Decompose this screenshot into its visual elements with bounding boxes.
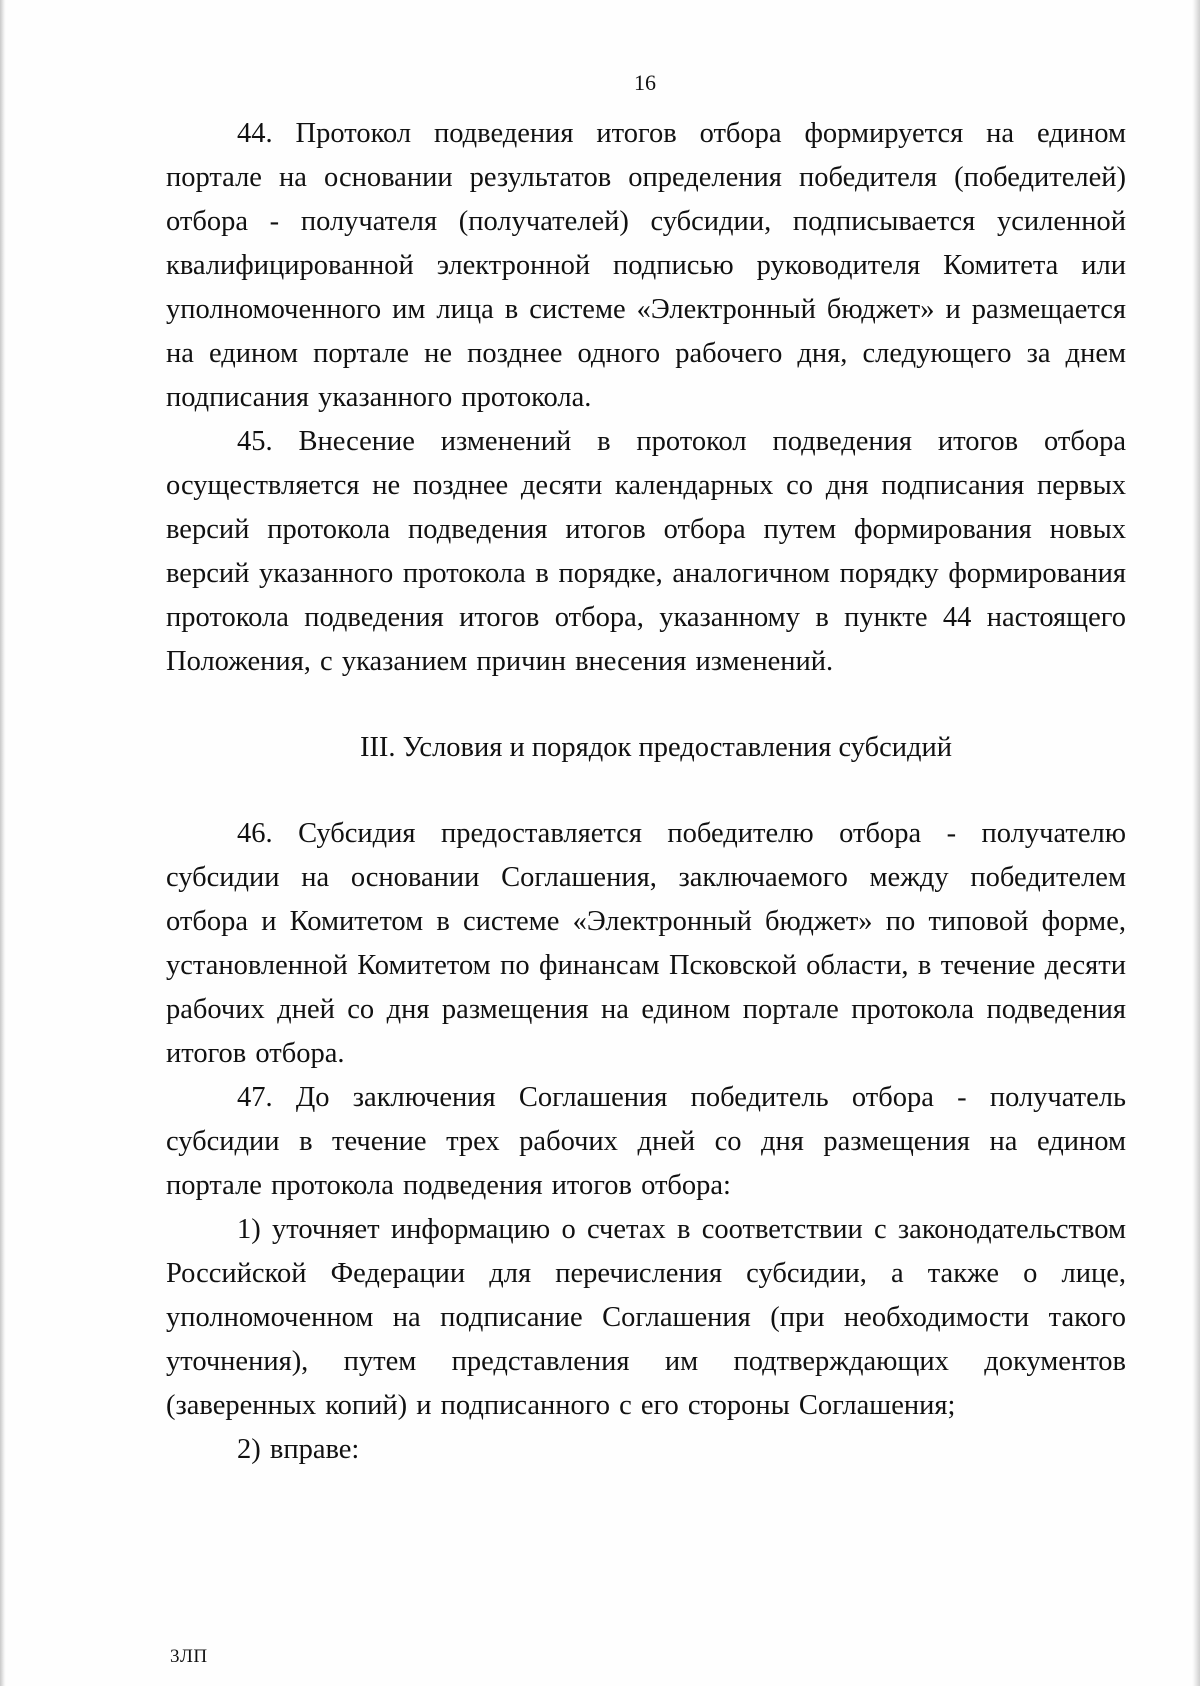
section-heading: III. Условия и порядок предоставления субсидий bbox=[359, 732, 953, 763]
list-item-1: 1) уточняет информацию о счетах в соответствии с законодательством Российской Федерации для перечисления субсидии, а также о лице, уполномоченном на подписание Соглашения (при необходимости такого уточнения), путем представления им подтверждающих документов (заверенных копий) и подписанного с его стороны Соглашения; bbox=[166, 1214, 1126, 1421]
scan-edge-left bbox=[0, 0, 6, 1686]
paragraph-45: 45. Внесение изменений в протокол подведения итогов отбора осуществляется не позднее десяти календарных со дня подписания первых версий протокола подведения итогов отбора путем формирования новых версий указанного протокола в порядке, аналогичном порядку формирования протокола подведения итогов отбора, указанному в пункте 44 настоящего Положения, с указанием причин внесения изменений. bbox=[166, 426, 1126, 677]
paragraph-44: 44. Протокол подведения итогов отбора формируется на едином портале на основании результатов определения победителя (победителей) отбора - получателя (получателей) субсидии, подписывается усиленной квалифицированной электронной подписью руководителя Комитета или уполномоченного им лица в системе «Электронный бюджет» и размещается на едином портале не позднее одного рабочего дня, следующего за днем подписания указанного протокола. bbox=[166, 118, 1126, 413]
paragraph-47: 47. До заключения Соглашения победитель отбора - получатель субсидии в течение трех рабочих дней со дня размещения на едином портале протокола подведения итогов отбора: bbox=[166, 1082, 1126, 1201]
page-number: 16 bbox=[634, 70, 656, 95]
list-item-2: 2) вправе: bbox=[237, 1434, 360, 1465]
document-body bbox=[166, 112, 1126, 1472]
scan-edge-right bbox=[1192, 0, 1200, 1686]
footer-code: 3ЛП bbox=[170, 1646, 208, 1667]
paragraph-46: 46. Субсидия предоставляется победителю отбора - получателю субсидии на основании Соглашения, заключаемого между победителем отбора и Комитетом в системе «Электронный бюджет» по типовой форме, установленной Комитетом по финансам Псковской области, в течение десяти рабочих дней со дня размещения на едином портале протокола подведения итогов отбора. bbox=[166, 818, 1126, 1069]
